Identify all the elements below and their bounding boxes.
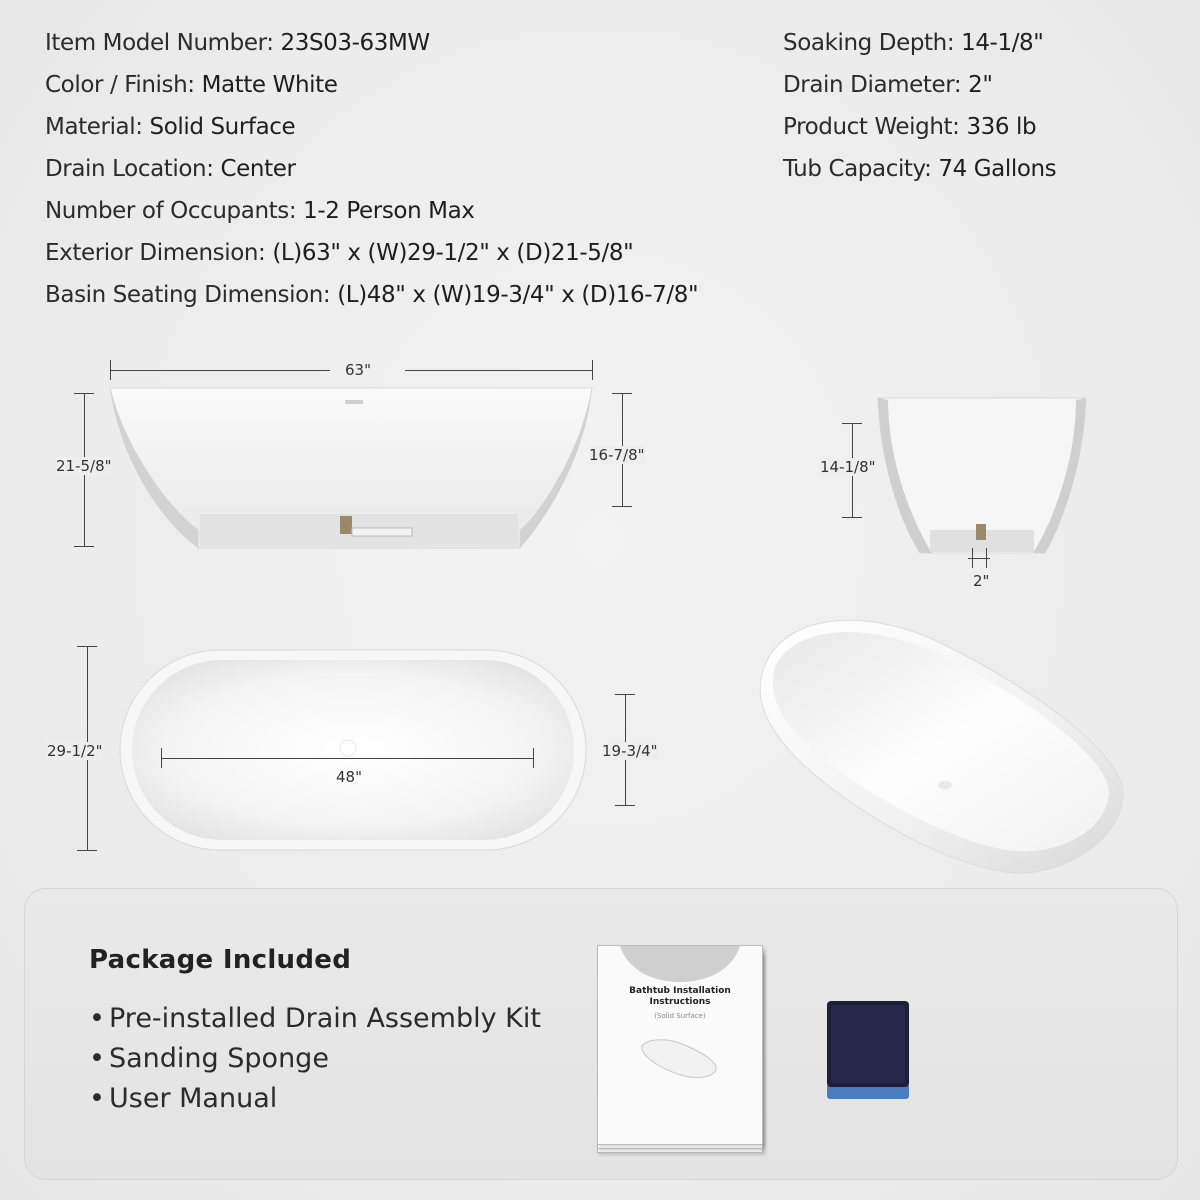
manual-subtitle: (Solid Surface) (654, 1012, 706, 1020)
package-item-list (89, 999, 541, 1119)
package-list-item: • User Manual (89, 1079, 541, 1119)
spec-row: Drain Location: Center (45, 156, 296, 182)
dimension-tick (615, 805, 635, 806)
dimension-tick (986, 548, 987, 568)
spec-row: Color / Finish: Matte White (45, 72, 338, 98)
dimension-tick (592, 360, 593, 380)
dimension-tick (74, 546, 94, 547)
dimension-tick (842, 423, 862, 424)
package-list-item: • Sanding Sponge (89, 1039, 541, 1079)
spec-row: Tub Capacity: 74 Gallons (783, 156, 1057, 182)
width-label: 29-1/2" (47, 742, 103, 760)
tub-top-view (118, 648, 588, 852)
package-title: Package Included (89, 945, 352, 975)
dimension-tick (77, 646, 97, 647)
spec-row: Item Model Number: 23S03-63MW (45, 30, 430, 56)
basin-length-line (161, 758, 533, 759)
spec-row: Basin Seating Dimension: (L)48" x (W)19-3/4" x (D)16-7/8" (45, 282, 699, 308)
bullet: • (89, 1003, 105, 1034)
length-label: 63" (345, 361, 371, 379)
bullet: • (89, 1043, 105, 1074)
dimension-tick (110, 360, 111, 380)
spec-row: Product Weight: 336 lb (783, 114, 1037, 140)
dimension-tick (612, 506, 632, 507)
package-included-panel (24, 888, 1178, 1180)
package-list-item: • Pre-installed Drain Assembly Kit (89, 999, 541, 1039)
dimension-tick (77, 850, 97, 851)
spec-row: Drain Diameter: 2" (783, 72, 993, 98)
spec-list-left (45, 22, 698, 316)
spec-row: Exterior Dimension: (L)63" x (W)29-1/2" x (D)21-5/8" (45, 240, 634, 266)
basin-width-label: 19-3/4" (602, 742, 658, 760)
spec-row: Soaking Depth: 14-1/8" (783, 30, 1044, 56)
dimension-tick (842, 517, 862, 518)
basin-depth-label: 16-7/8" (589, 446, 645, 464)
spec-row: Material: Solid Surface (45, 114, 296, 140)
dimension-tick (74, 393, 94, 394)
length-dimension-line (405, 370, 592, 371)
tub-side-view (100, 380, 600, 560)
user-manual-image (597, 945, 761, 1151)
dimension-tick (615, 694, 635, 695)
soaking-depth-label: 14-1/8" (820, 458, 876, 476)
manual-cover (597, 945, 763, 1145)
exterior-depth-label: 21-5/8" (56, 457, 112, 475)
dimension-tick (612, 393, 632, 394)
tub-end-view (870, 388, 1094, 568)
dimension-tick (161, 748, 162, 768)
manual-title: Bathtub Installation Instructions (629, 986, 731, 1007)
spec-list-right (783, 22, 1056, 190)
basin-length-label: 48" (336, 768, 362, 786)
length-dimension-line (110, 370, 330, 371)
tub-perspective-view (745, 605, 1135, 880)
dimension-tick (972, 548, 973, 568)
spec-row: Number of Occupants: 1-2 Person Max (45, 198, 475, 224)
bullet: • (89, 1083, 105, 1114)
dimension-tick (533, 748, 534, 768)
sanding-sponge-image (825, 999, 911, 1101)
drain-diameter-label: 2" (973, 572, 990, 590)
